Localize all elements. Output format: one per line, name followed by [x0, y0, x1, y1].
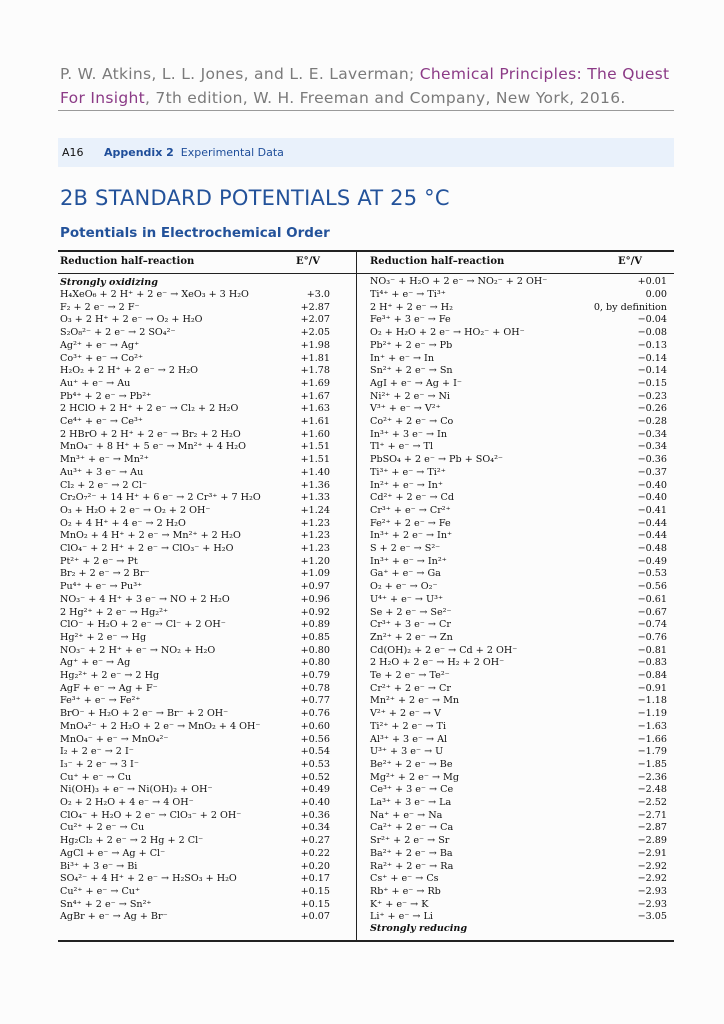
potential-left: +0.22	[300, 847, 330, 859]
potential-left: +0.60	[300, 720, 330, 732]
potential-left: +1.36	[300, 479, 330, 491]
potential-right: −2.71	[637, 809, 667, 821]
strongly-reducing-label: Strongly reducing	[370, 923, 468, 934]
reaction-left: O₃ + 2 H⁺ + 2 e⁻ → O₂ + H₂O	[60, 314, 203, 326]
potential-right: −0.49	[637, 555, 667, 567]
reaction-left: Hg₂²⁺ + 2 e⁻ → 2 Hg	[60, 670, 160, 681]
reaction-right: In²⁺ + e⁻ → In⁺	[370, 479, 443, 491]
col-header-potential-right: E°/V	[618, 256, 643, 267]
reaction-right: O₂ + e⁻ → O₂⁻	[370, 581, 438, 593]
potential-right: −1.63	[637, 720, 667, 732]
potential-right: −0.04	[637, 314, 667, 326]
potential-left: +1.09	[300, 568, 330, 580]
reaction-right: Cs⁺ + e⁻ → Cs	[370, 873, 439, 885]
potential-left: +0.85	[300, 631, 330, 643]
reaction-left: ClO⁻ + H₂O + 2 e⁻ → Cl⁻ + 2 OH⁻	[60, 619, 226, 631]
potential-left: +2.87	[300, 301, 330, 313]
potential-left: +0.17	[300, 873, 330, 885]
section-title: 2B STANDARD POTENTIALS AT 25 °C	[60, 186, 450, 210]
reaction-left: MnO₄⁻ + e⁻ → MnO₄²⁻	[60, 733, 169, 745]
reaction-right: V³⁺ + e⁻ → V²⁺	[370, 403, 441, 415]
reaction-right: Ti³⁺ + e⁻ → Ti²⁺	[370, 466, 446, 478]
reaction-right: U⁴⁺ + e⁻ → U³⁺	[370, 593, 444, 605]
reaction-right: La³⁺ + 3 e⁻ → La	[370, 797, 452, 808]
reaction-left: Cr₂O₇²⁻ + 14 H⁺ + 6 e⁻ → 2 Cr³⁺ + 7 H₂O	[60, 492, 261, 504]
potential-right: −1.66	[637, 733, 667, 745]
potential-right: −0.61	[637, 593, 667, 605]
reaction-left: Sn⁴⁺ + 2 e⁻ → Sn²⁺	[60, 898, 152, 910]
potential-right: −0.28	[637, 416, 667, 427]
reaction-left: O₂ + 2 H₂O + 4 e⁻ → 4 OH⁻	[60, 797, 194, 808]
reaction-right: Cr³⁺ + e⁻ → Cr²⁺	[370, 504, 451, 516]
potential-right: −0.56	[637, 581, 667, 593]
reaction-right: S + 2 e⁻ → S²⁻	[370, 543, 441, 554]
potential-right: −0.41	[637, 504, 667, 516]
strongly-oxidizing-label: Strongly oxidizing	[60, 277, 158, 288]
potential-left: +1.51	[300, 454, 330, 466]
reaction-right: Zn²⁺ + 2 e⁻ → Zn	[370, 631, 453, 643]
reaction-left: Cu²⁺ + 2 e⁻ → Cu	[60, 822, 145, 834]
reaction-right: Cr²⁺ + 2 e⁻ → Cr	[370, 682, 451, 694]
reaction-right: Te + 2 e⁻ → Te²⁻	[370, 670, 450, 681]
col-header-potential-left: E°/V	[296, 256, 321, 267]
reaction-right: Mn²⁺ + 2 e⁻ → Mn	[370, 695, 460, 707]
potential-left: +1.63	[300, 403, 330, 415]
reaction-right: V²⁺ + 2 e⁻ → V	[370, 708, 441, 720]
reaction-right: Tl⁺ + e⁻ → Tl	[370, 441, 434, 453]
potential-left: +1.51	[300, 441, 330, 453]
reaction-right: Na⁺ + e⁻ → Na	[370, 809, 443, 821]
potential-right: −2.36	[637, 771, 667, 783]
table-bottom-rule	[58, 940, 674, 942]
potential-left: +1.23	[300, 530, 330, 542]
citation-divider	[58, 110, 674, 111]
table-top-rule	[58, 250, 674, 252]
potential-left: +0.49	[300, 784, 330, 796]
potential-left: +1.40	[300, 466, 330, 478]
reaction-left: ClO₄⁻ + H₂O + 2 e⁻ → ClO₃⁻ + 2 OH⁻	[60, 809, 242, 821]
potential-right: 0, by definition	[593, 301, 667, 313]
reaction-left: Mn³⁺ + e⁻ → Mn²⁺	[60, 454, 149, 466]
reaction-right: Li⁺ + e⁻ → Li	[370, 911, 433, 923]
potential-left: +1.23	[300, 543, 330, 554]
potential-right: −0.48	[637, 543, 667, 554]
reaction-right: Co²⁺ + 2 e⁻ → Co	[370, 416, 454, 427]
appendix-label	[104, 146, 284, 159]
potential-left: +0.54	[300, 746, 330, 758]
reaction-left: Ag⁺ + e⁻ → Ag	[60, 657, 131, 669]
potential-right: −0.40	[637, 492, 667, 504]
reaction-left: 2 HClO + 2 H⁺ + 2 e⁻ → Cl₂ + 2 H₂O	[60, 403, 239, 415]
reaction-right: Pb²⁺ + 2 e⁻ → Pb	[370, 339, 453, 351]
reaction-left: Pb⁴⁺ + 2 e⁻ → Pb²⁺	[60, 390, 152, 402]
potential-right: 0.00	[645, 289, 667, 300]
reaction-right: Ra²⁺ + 2 e⁻ → Ra	[370, 860, 454, 872]
reaction-right: AgI + e⁻ → Ag + I⁻	[370, 377, 462, 389]
potential-left: +2.05	[300, 327, 330, 339]
reaction-left: MnO₄⁻ + 8 H⁺ + 5 e⁻ → Mn²⁺ + 4 H₂O	[60, 441, 246, 453]
reaction-left: AgF + e⁻ → Ag + F⁻	[60, 682, 158, 694]
reaction-left: Au³⁺ + 3 e⁻ → Au	[60, 466, 144, 478]
potential-right: −2.52	[637, 797, 667, 808]
potential-right: −2.91	[637, 847, 667, 859]
potential-right: −0.44	[637, 530, 667, 542]
potential-left: +2.07	[300, 314, 330, 326]
reaction-right: Ti²⁺ + 2 e⁻ → Ti	[370, 720, 447, 732]
potential-left: +0.52	[300, 771, 330, 783]
appendix-number: Appendix 2	[104, 146, 174, 159]
subsection-title: Potentials in Electrochemical Order	[60, 225, 330, 241]
potential-right: −1.79	[637, 746, 667, 758]
potential-right: −1.85	[637, 758, 667, 770]
reaction-right: Ba²⁺ + 2 e⁻ → Ba	[370, 847, 453, 859]
reaction-left: MnO₄²⁻ + 2 H₂O + 2 e⁻ → MnO₂ + 4 OH⁻	[60, 720, 261, 732]
table-header-rule	[58, 273, 674, 274]
reaction-right: PbSO₄ + 2 e⁻ → Pb + SO₄²⁻	[370, 454, 503, 466]
potential-right: −2.93	[637, 898, 667, 910]
reaction-left: AgCl + e⁻ → Ag + Cl⁻	[60, 847, 166, 859]
reaction-left: Cu⁺ + e⁻ → Cu	[60, 771, 132, 783]
reaction-left: Fe³⁺ + e⁻ → Fe²⁺	[60, 695, 141, 707]
potential-right: −0.84	[637, 670, 667, 681]
potential-left: +0.36	[300, 809, 330, 821]
citation	[60, 62, 680, 110]
potential-right: −1.19	[637, 708, 667, 720]
potential-right: −0.74	[637, 619, 667, 631]
potential-left: +1.24	[300, 504, 330, 516]
reaction-left: Br₂ + 2 e⁻ → 2 Br⁻	[60, 568, 150, 580]
reaction-right: In³⁺ + e⁻ → In²⁺	[370, 555, 447, 567]
potential-right: −2.48	[637, 784, 667, 796]
potential-right: −0.83	[637, 657, 667, 669]
potential-left: +0.92	[300, 606, 330, 618]
reaction-right: In³⁺ + 2 e⁻ → In⁺	[370, 530, 453, 542]
reaction-right: Ce³⁺ + 3 e⁻ → Ce	[370, 784, 454, 796]
reaction-left: S₂O₈²⁻ + 2 e⁻ → 2 SO₄²⁻	[60, 327, 176, 339]
potential-left: +1.23	[300, 517, 330, 529]
citation-book-title: Chemical Principles: The Quest For Insight	[60, 65, 670, 107]
col-header-reaction-left: Reduction half–reaction	[60, 256, 195, 267]
reaction-left: NO₃⁻ + 4 H⁺ + 3 e⁻ → NO + 2 H₂O	[60, 593, 230, 605]
potential-left: +0.77	[300, 695, 330, 707]
reaction-right: U³⁺ + 3 e⁻ → U	[370, 746, 444, 758]
potential-left: +0.40	[300, 797, 330, 808]
potential-right: −0.91	[637, 682, 667, 694]
reaction-left: O₃ + H₂O + 2 e⁻ → O₂ + 2 OH⁻	[60, 504, 211, 516]
reaction-left: H₂O₂ + 2 H⁺ + 2 e⁻ → 2 H₂O	[60, 365, 199, 377]
potential-right: +0.01	[637, 276, 667, 288]
reaction-right: Mg²⁺ + 2 e⁻ → Mg	[370, 771, 460, 783]
potential-left: +1.61	[300, 416, 330, 427]
reaction-left: Au⁺ + e⁻ → Au	[60, 377, 131, 389]
potential-left: +0.20	[300, 860, 330, 872]
reaction-left: Pu⁴⁺ + e⁻ → Pu³⁺	[60, 581, 143, 593]
potential-left: +0.27	[300, 835, 330, 847]
reaction-left: O₂ + 4 H⁺ + 4 e⁻ → 2 H₂O	[60, 517, 186, 529]
reaction-left: Hg₂Cl₂ + 2 e⁻ → 2 Hg + 2 Cl⁻	[60, 835, 204, 847]
reaction-right: Sn²⁺ + 2 e⁻ → Sn	[370, 365, 453, 377]
reaction-left: Co³⁺ + e⁻ → Co²⁺	[60, 352, 144, 364]
potential-left: +3.0	[306, 289, 330, 300]
potential-right: −1.18	[637, 695, 667, 707]
potential-right: −0.23	[637, 390, 667, 402]
reaction-left: F₂ + 2 e⁻ → 2 F⁻	[60, 301, 140, 313]
reaction-left: Ce⁴⁺ + e⁻ → Ce³⁺	[60, 416, 143, 427]
reaction-right: In⁺ + e⁻ → In	[370, 352, 435, 364]
potential-left: +1.20	[300, 555, 330, 567]
reaction-right: Ca²⁺ + 2 e⁻ → Ca	[370, 822, 454, 834]
potential-right: −2.92	[637, 873, 667, 885]
potential-right: −0.67	[637, 606, 667, 618]
potential-right: −2.92	[637, 860, 667, 872]
potential-right: −0.14	[637, 352, 667, 364]
reaction-right: Be²⁺ + 2 e⁻ → Be	[370, 758, 453, 770]
potential-right: −0.34	[637, 428, 667, 440]
reaction-right: Ni²⁺ + 2 e⁻ → Ni	[370, 390, 451, 402]
reaction-left: Ni(OH)₃ + e⁻ → Ni(OH)₂ + OH⁻	[60, 784, 213, 796]
reaction-left: Cl₂ + 2 e⁻ → 2 Cl⁻	[60, 479, 148, 491]
potential-left: +0.80	[300, 644, 330, 656]
reaction-right: 2 H₂O + 2 e⁻ → H₂ + 2 OH⁻	[370, 657, 505, 669]
citation-publisher: , 7th edition, W. H. Freeman and Company, New York, 2016.	[144, 89, 626, 107]
reaction-right: Cd²⁺ + 2 e⁻ → Cd	[370, 492, 455, 504]
reaction-right: Rb⁺ + e⁻ → Rb	[370, 885, 441, 897]
table-column-divider	[356, 250, 357, 940]
reaction-left: MnO₂ + 4 H⁺ + 2 e⁻ → Mn²⁺ + 2 H₂O	[60, 530, 241, 542]
potential-right: −0.26	[637, 403, 667, 415]
potential-left: +1.69	[300, 377, 330, 389]
reaction-right: Sr²⁺ + 2 e⁻ → Sr	[370, 835, 450, 847]
potential-right: −0.14	[637, 365, 667, 377]
potential-right: −0.15	[637, 377, 667, 389]
potential-right: −0.37	[637, 466, 667, 478]
reaction-left: H₄XeO₆ + 2 H⁺ + 2 e⁻ → XeO₃ + 3 H₂O	[60, 289, 249, 300]
potential-left: +0.96	[300, 593, 330, 605]
reaction-left: Bi³⁺ + 3 e⁻ → Bi	[60, 860, 138, 872]
page-number: A16	[62, 146, 84, 159]
potential-left: +0.56	[300, 733, 330, 745]
potential-left: +0.80	[300, 657, 330, 669]
reaction-left: ClO₄⁻ + 2 H⁺ + 2 e⁻ → ClO₃⁻ + H₂O	[60, 543, 234, 554]
potential-right: −0.40	[637, 479, 667, 491]
reaction-left: I₂ + 2 e⁻ → 2 I⁻	[60, 746, 134, 758]
reaction-left: AgBr + e⁻ → Ag + Br⁻	[60, 911, 168, 923]
reaction-right: Al³⁺ + 3 e⁻ → Al	[370, 733, 448, 745]
potential-right: −0.76	[637, 631, 667, 643]
citation-authors: P. W. Atkins, L. L. Jones, and L. E. Laverman;	[60, 65, 420, 83]
reaction-right: K⁺ + e⁻ → K	[370, 898, 429, 910]
reaction-right: O₂ + H₂O + 2 e⁻ → HO₂⁻ + OH⁻	[370, 327, 525, 339]
reaction-right: Ga⁺ + e⁻ → Ga	[370, 568, 441, 580]
potential-left: +0.34	[300, 822, 330, 834]
potential-left: +0.53	[300, 758, 330, 770]
reaction-right: NO₃⁻ + H₂O + 2 e⁻ → NO₂⁻ + 2 OH⁻	[370, 276, 548, 288]
potential-right: −0.34	[637, 441, 667, 453]
potential-left: +1.98	[300, 339, 330, 351]
potential-right: −0.81	[637, 644, 667, 656]
potential-left: +1.67	[300, 390, 330, 402]
reaction-left: BrO⁻ + H₂O + 2 e⁻ → Br⁻ + 2 OH⁻	[60, 708, 229, 720]
reaction-right: Se + 2 e⁻ → Se²⁻	[370, 606, 452, 618]
reaction-left: I₃⁻ + 2 e⁻ → 3 I⁻	[60, 758, 139, 770]
reaction-right: Cr³⁺ + 3 e⁻ → Cr	[370, 619, 451, 631]
potential-left: +0.76	[300, 708, 330, 720]
reaction-left: NO₃⁻ + 2 H⁺ + e⁻ → NO₂ + H₂O	[60, 644, 216, 656]
reaction-right: 2 H⁺ + 2 e⁻ → H₂	[370, 301, 453, 313]
potential-right: −2.89	[637, 835, 667, 847]
potential-right: −2.87	[637, 822, 667, 834]
appendix-title: Experimental Data	[180, 146, 284, 159]
reaction-left: 2 Hg²⁺ + 2 e⁻ → Hg₂²⁺	[60, 606, 169, 618]
reaction-left: Pt²⁺ + 2 e⁻ → Pt	[60, 555, 138, 567]
potential-right: −3.05	[637, 911, 667, 923]
potential-left: +0.97	[300, 581, 330, 593]
potential-left: +0.79	[300, 670, 330, 681]
potential-left: +0.78	[300, 682, 330, 694]
potential-right: −0.36	[637, 454, 667, 466]
reaction-right: In³⁺ + 3 e⁻ → In	[370, 428, 448, 440]
reaction-right: Ti⁴⁺ + e⁻ → Ti³⁺	[370, 289, 446, 300]
potential-left: +1.60	[300, 428, 330, 440]
potential-left: +1.81	[300, 352, 330, 364]
potential-right: −0.44	[637, 517, 667, 529]
potential-left: +0.15	[300, 885, 330, 897]
potential-right: −2.93	[637, 885, 667, 897]
potential-left: +0.89	[300, 619, 330, 631]
reaction-left: Cu²⁺ + e⁻ → Cu⁺	[60, 885, 141, 897]
reaction-left: 2 HBrO + 2 H⁺ + 2 e⁻ → Br₂ + 2 H₂O	[60, 428, 241, 440]
reaction-left: Hg²⁺ + 2 e⁻ → Hg	[60, 631, 147, 643]
reaction-right: Fe²⁺ + 2 e⁻ → Fe	[370, 517, 451, 529]
potential-left: +0.07	[300, 911, 330, 923]
reaction-left: SO₄²⁻ + 4 H⁺ + 2 e⁻ → H₂SO₃ + H₂O	[60, 873, 237, 885]
potential-left: +1.33	[300, 492, 330, 504]
potential-right: −0.53	[637, 568, 667, 580]
potential-right: −0.08	[637, 327, 667, 339]
potential-left: +0.15	[300, 898, 330, 910]
reaction-right: Fe³⁺ + 3 e⁻ → Fe	[370, 314, 451, 326]
reaction-right: Cd(OH)₂ + 2 e⁻ → Cd + 2 OH⁻	[370, 644, 518, 656]
potential-left: +1.78	[300, 365, 330, 377]
col-header-reaction-right: Reduction half–reaction	[370, 256, 505, 267]
potential-right: −0.13	[637, 339, 667, 351]
reaction-left: Ag²⁺ + e⁻ → Ag⁺	[60, 339, 140, 351]
